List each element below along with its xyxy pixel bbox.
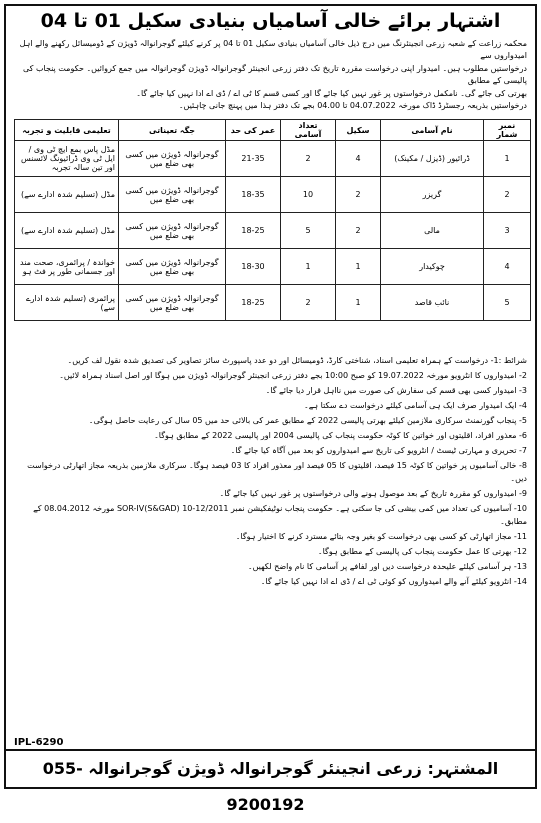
cell-posting-place: گوجرانوالہ ڈویژن میں کسی بھی ضلع میں bbox=[119, 177, 226, 213]
intro-text bbox=[14, 38, 527, 112]
cell-serial: 1 bbox=[484, 141, 531, 177]
table-row bbox=[15, 177, 531, 213]
conditions-list bbox=[14, 354, 527, 590]
table-row bbox=[15, 141, 531, 177]
intro-line: درخواستیں مطلوب ہیں۔ امیدوار اپنی درخواست مقررہ تاریخ تک دفتر زرعی انجینئر گوجرانوالہ ڈویژن گوجرانوالہ میں جمع کروائیں۔ حکومت پنجاب کی پالیسی کے مطابق bbox=[22, 63, 527, 86]
cell-scale: 2 bbox=[336, 177, 381, 213]
condition-item: شرائط :1- درخواست کے ہمراہ تعلیمی اسناد، شناختی کارڈ، ڈومیسائل اور دو عدد پاسپورٹ سائز تصاویر کی تصدیق شدہ نقول لف کریں۔ bbox=[67, 356, 527, 365]
cell-age-limit: 18-25 bbox=[226, 213, 281, 249]
cell-age-limit: 18-35 bbox=[226, 177, 281, 213]
cell-serial: 3 bbox=[484, 213, 531, 249]
condition-item: 10- آسامیوں کی تعداد میں کمی بیشی کی جا سکتی ہے۔ حکومت پنجاب نوٹیفکیشن نمبر SOR-IV(S&GAD) 10-12/2011 مورخہ 08.04.2012 کے مطابق۔ bbox=[33, 504, 527, 526]
header-serial: نمبر شمار bbox=[484, 120, 531, 141]
advertiser-footer bbox=[6, 749, 535, 814]
condition-item: 7- تحریری و مہارتی ٹیسٹ / انٹرویو کی تاریخ سے امیدواروں کو بعد میں آگاہ کیا جائے گا۔ bbox=[230, 446, 527, 455]
vacancy-table bbox=[14, 119, 531, 321]
cell-posts-count: 2 bbox=[281, 141, 336, 177]
table-row bbox=[15, 249, 531, 285]
cell-qualification: مڈل (تسلیم شدہ ادارے سے) bbox=[15, 213, 119, 249]
condition-item: 5- پنجاب گورنمنٹ سرکاری ملازمین کیلئے بھرتی پالیسی 2022 کے مطابق عمر کی بالائی حد میں 05 سال کی رعایت حاصل ہوگی۔ bbox=[88, 416, 527, 425]
cell-posts-count: 2 bbox=[281, 285, 336, 321]
cell-posts-count: 10 bbox=[281, 177, 336, 213]
condition-item: 12- بھرتی کا عمل حکومت پنجاب کی پالیسی کے مطابق ہوگا۔ bbox=[317, 547, 527, 556]
cell-qualification: مڈل پاس بمع ایچ ٹی وی / ایل ٹی وی ڈرائیونگ لائسنس اور تین سالہ تجربہ bbox=[15, 141, 119, 177]
cell-posting-place: گوجرانوالہ ڈویژن میں کسی بھی ضلع میں bbox=[119, 141, 226, 177]
cell-posts-count: 5 bbox=[281, 213, 336, 249]
table-row bbox=[15, 213, 531, 249]
cell-posts-count: 1 bbox=[281, 249, 336, 285]
cell-scale: 4 bbox=[336, 141, 381, 177]
advertisement bbox=[4, 4, 537, 814]
cell-qualification: پرائمری (تسلیم شدہ ادارے سے) bbox=[15, 285, 119, 321]
cell-age-limit: 18-30 bbox=[226, 249, 281, 285]
header-posts-count: تعداد آسامی bbox=[281, 120, 336, 141]
cell-post-name: مالی bbox=[381, 213, 484, 249]
ad-title: اشتہار برائے خالی آسامیاں بنیادی سکیل 01 تا 04 bbox=[40, 10, 501, 32]
header-qualification: تعلیمی قابلیت و تجربہ bbox=[15, 120, 119, 141]
condition-item: 2- امیدواروں کا انٹرویو مورخہ 19.07.2022 کو صبح 10:00 بجے دفتر زرعی انجینئر گوجرانوالہ ڈویژن میں ہوگا اور اصل اسناد ہمراہ لائیں۔ bbox=[59, 371, 527, 380]
condition-item: 8- خالی آسامیوں پر خواتین کا کوٹہ 15 فیصد، اقلیتوں کا 05 فیصد اور معذور افراد کا 03 فیصد ہوگا۔ سرکاری ملازمین بذریعہ مجاز اتھارٹی درخواست دیں۔ bbox=[27, 461, 527, 483]
condition-item: 4- ایک امیدوار صرف ایک ہی آسامی کیلئے درخواست دے سکتا ہے۔ bbox=[304, 401, 527, 410]
cell-posting-place: گوجرانوالہ ڈویژن میں کسی بھی ضلع میں bbox=[119, 213, 226, 249]
cell-post-name: گریزر bbox=[381, 177, 484, 213]
advertiser-label: المشتہر: زرعی انجینئر گوجرانوالہ ڈویژن گوجرانوالہ bbox=[88, 759, 499, 778]
cell-age-limit: 21-35 bbox=[226, 141, 281, 177]
cell-scale: 1 bbox=[336, 285, 381, 321]
cell-serial: 4 bbox=[484, 249, 531, 285]
intro-line: درخواستیں بذریعہ رجسٹرڈ ڈاک مورخہ 04.07.2022 تا 04.00 بجے تک دفتر ہذا میں پہنچ جانی چاہئیں۔ bbox=[178, 101, 527, 111]
cell-posting-place: گوجرانوالہ ڈویژن میں کسی بھی ضلع میں bbox=[119, 249, 226, 285]
cell-post-name: نائب قاصد bbox=[381, 285, 484, 321]
cell-qualification: خواندہ / پرائمری، صحت مند اور جسمانی طور پر فٹ ہو bbox=[15, 249, 119, 285]
header-posting-place: جگہ تعیناتی bbox=[119, 120, 226, 141]
intro-line: محکمہ زراعت کے شعبہ زرعی انجینئرنگ میں درج ذیل خالی آسامیاں بنیادی سکیل 01 تا 04 پر کرنے کیلئے گوجرانوالہ ڈویژن کے ڈومیسائل رکھنے والے اہل امیدواروں سے bbox=[19, 39, 527, 61]
condition-item: 6- معذور افراد، اقلیتوں اور خواتین کا کوٹہ حکومت پنجاب کی پالیسی 2004 اور پالیسی 2022 کے مطابق ہوگا۔ bbox=[154, 431, 527, 440]
intro-line: بھرتی کی جائے گی۔ نامکمل درخواستوں پر غور نہیں کیا جائے گا اور کسی قسم کا ٹی اے / ڈی اے ادا نہیں کیا جائے گا۔ bbox=[136, 88, 527, 98]
cell-post-name: ڈرائیور (ڈیزل / مکینک) bbox=[381, 141, 484, 177]
header-post-name: نام آسامی bbox=[381, 120, 484, 141]
ad-reference-number: IPL-6290 bbox=[14, 737, 64, 748]
cell-posting-place: گوجرانوالہ ڈویژن میں کسی بھی ضلع میں bbox=[119, 285, 226, 321]
condition-item: 3- امیدوار کسی بھی قسم کی سفارش کی صورت میں نااہل قرار دیا جائے گا۔ bbox=[265, 386, 527, 395]
cell-scale: 1 bbox=[336, 249, 381, 285]
header-age-limit: عمر کی حد bbox=[226, 120, 281, 141]
table-header-row bbox=[15, 120, 531, 141]
condition-item: 11- مجاز اتھارٹی کو کسی بھی درخواست کو بغیر وجہ بتائے مسترد کرنے کا اختیار ہوگا۔ bbox=[235, 532, 527, 541]
cell-serial: 5 bbox=[484, 285, 531, 321]
cell-scale: 2 bbox=[336, 213, 381, 249]
cell-post-name: چوکیدار bbox=[381, 249, 484, 285]
header-scale: سکیل bbox=[336, 120, 381, 141]
cell-qualification: مڈل (تسلیم شدہ ادارے سے) bbox=[15, 177, 119, 213]
table-row bbox=[15, 285, 531, 321]
phone-number: 055-9200192 bbox=[42, 759, 305, 814]
condition-item: 13- ہر آسامی کیلئے علیحدہ درخواست دیں اور لفافے پر آسامی کا نام واضح لکھیں۔ bbox=[247, 562, 527, 571]
cell-serial: 2 bbox=[484, 177, 531, 213]
condition-item: 9- امیدواروں کو مقررہ تاریخ کے بعد موصول ہونے والی درخواستوں پر غور نہیں کیا جائے گا۔ bbox=[219, 489, 527, 498]
cell-age-limit: 18-25 bbox=[226, 285, 281, 321]
condition-item: 14- انٹرویو کیلئے آنے والے امیدواروں کو کوئی ٹی اے / ڈی اے ادا نہیں کیا جائے گا۔ bbox=[260, 577, 527, 586]
